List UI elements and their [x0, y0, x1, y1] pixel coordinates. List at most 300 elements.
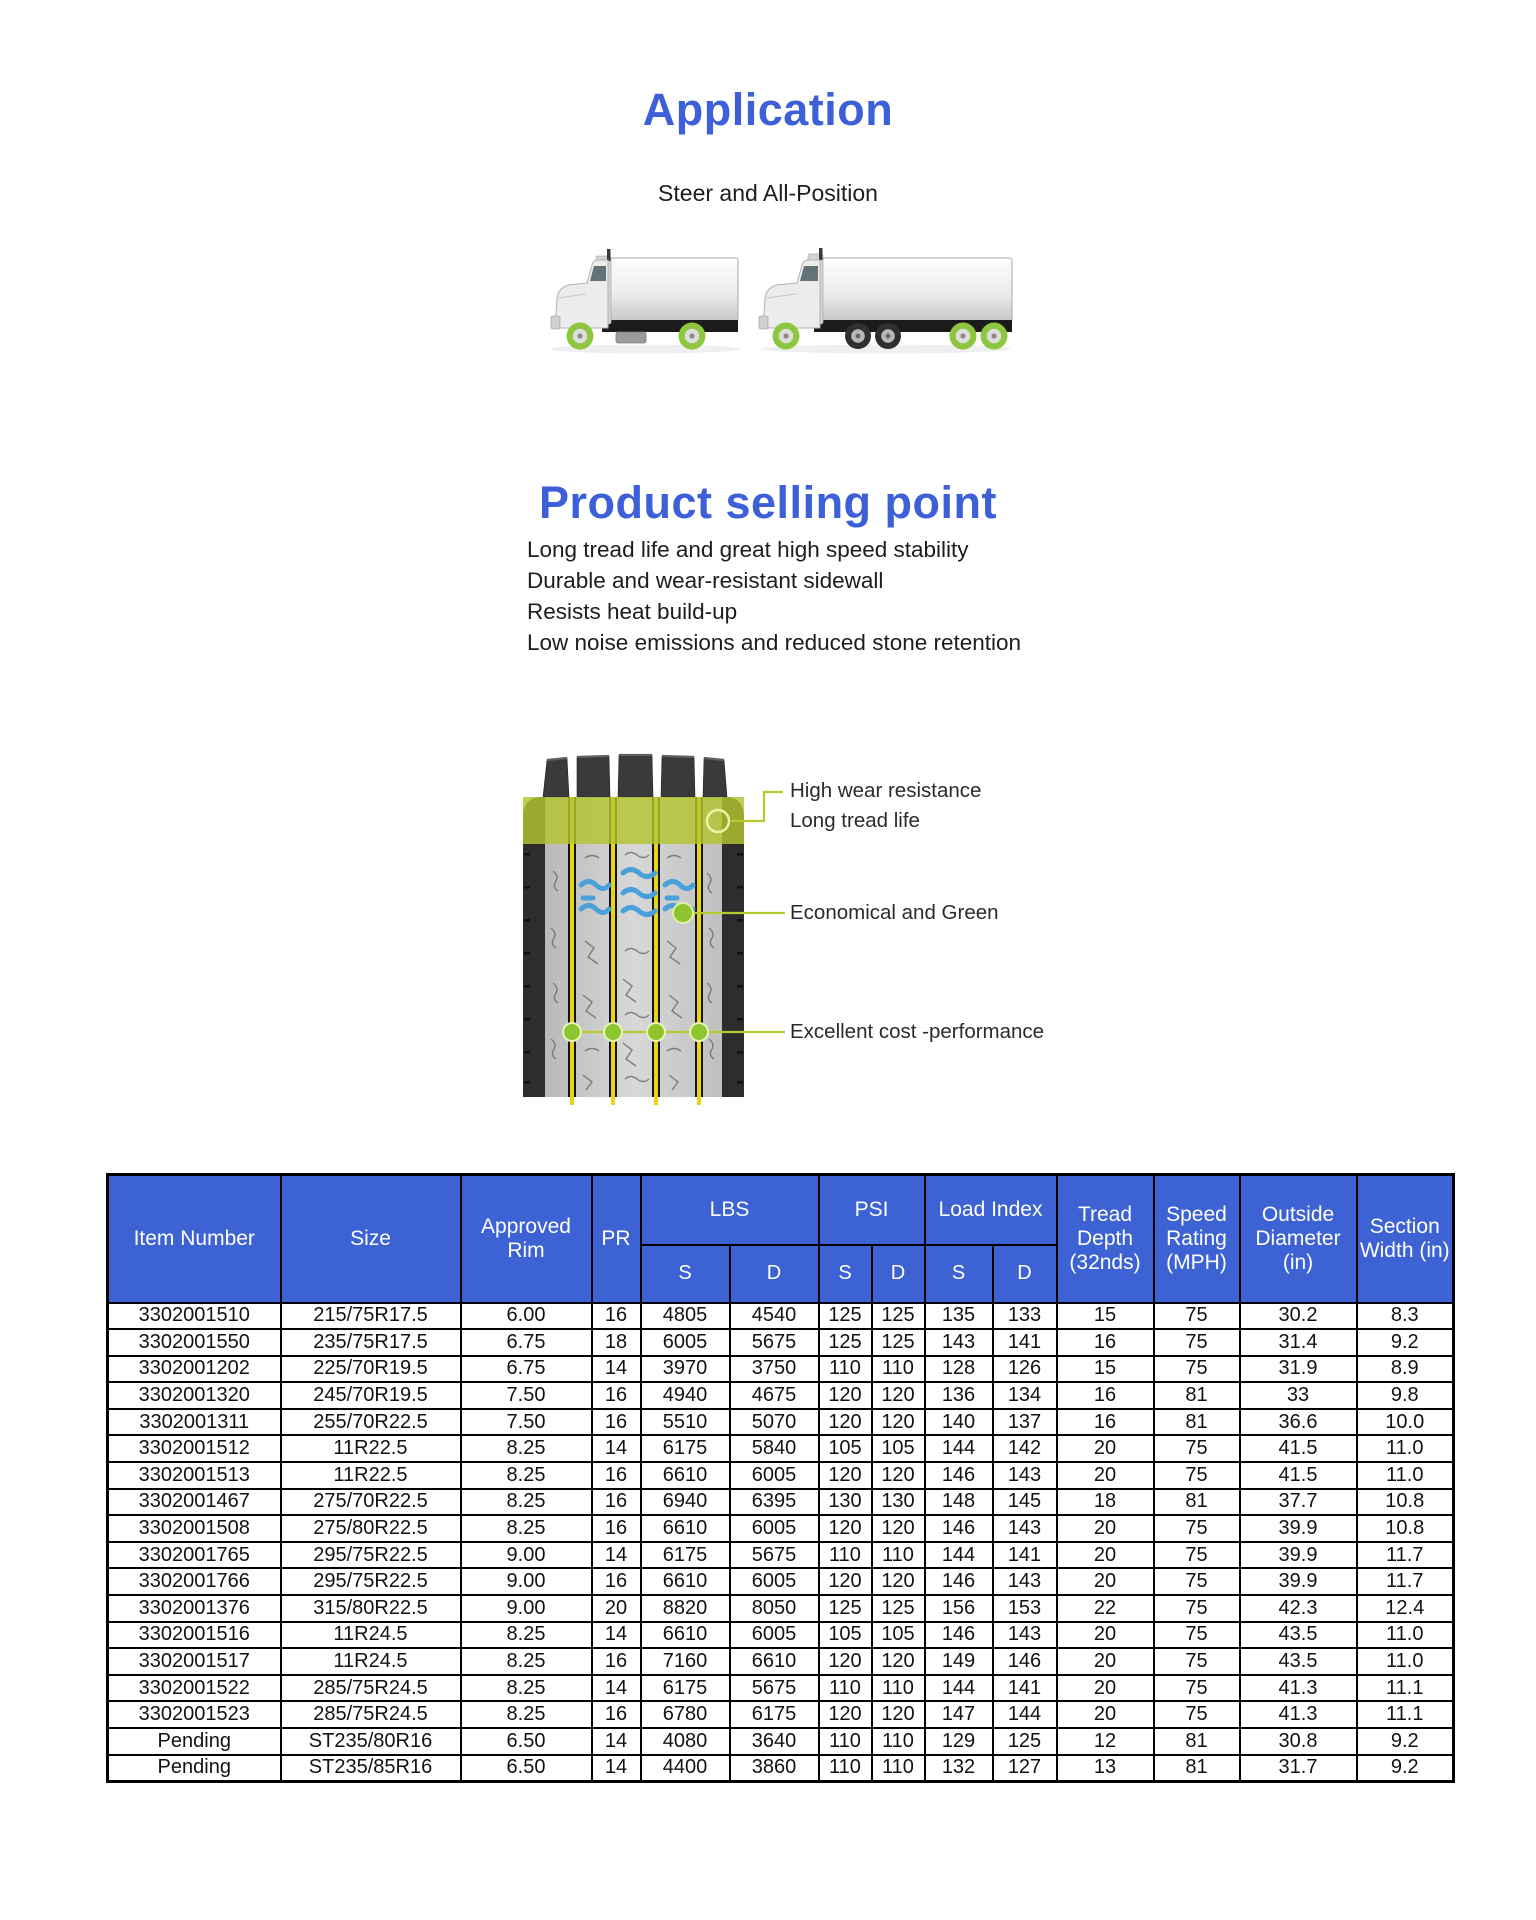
table-cell: 4805: [641, 1303, 730, 1330]
table-cell: 6005: [730, 1568, 819, 1595]
table-row: [108, 1728, 1454, 1755]
table-cell: 125: [993, 1728, 1057, 1755]
table-cell: 7.50: [461, 1382, 592, 1409]
table-cell: 14: [592, 1542, 641, 1569]
spec-table-header: [108, 1175, 1454, 1303]
col-lbs-s: S: [641, 1245, 730, 1303]
table-cell: 16: [1057, 1382, 1154, 1409]
callout-economical: Economical and Green: [790, 901, 999, 924]
table-cell: 143: [993, 1622, 1057, 1649]
table-cell: 120: [819, 1409, 872, 1436]
table-cell: 3302001766: [108, 1568, 281, 1595]
table-cell: 11R22.5: [281, 1435, 461, 1462]
table-cell: 11.0: [1357, 1435, 1454, 1462]
truck-icon: [540, 248, 1020, 358]
table-cell: 6780: [641, 1701, 730, 1728]
table-cell: 12: [1057, 1728, 1154, 1755]
table-cell: 125: [819, 1595, 872, 1622]
table-cell: 14: [592, 1622, 641, 1649]
table-cell: 6175: [641, 1675, 730, 1702]
table-cell: 31.7: [1240, 1755, 1357, 1782]
table-row: [108, 1489, 1454, 1516]
table-cell: 7.50: [461, 1409, 592, 1436]
table-cell: 285/75R24.5: [281, 1701, 461, 1728]
table-cell: 81: [1154, 1409, 1240, 1436]
trucks-illustration: [540, 248, 1020, 358]
col-group-psi: PSI: [819, 1175, 925, 1245]
table-cell: Pending: [108, 1755, 281, 1782]
table-cell: 4675: [730, 1382, 819, 1409]
table-cell: 8.25: [461, 1489, 592, 1516]
table-cell: 125: [819, 1329, 872, 1356]
col-outside-diameter: Outside Diameter (in): [1240, 1175, 1357, 1303]
table-cell: 11.0: [1357, 1622, 1454, 1649]
table-cell: 75: [1154, 1329, 1240, 1356]
table-cell: 41.3: [1240, 1701, 1357, 1728]
table-cell: 14: [592, 1356, 641, 1383]
table-cell: 6395: [730, 1489, 819, 1516]
table-cell: 120: [819, 1701, 872, 1728]
table-cell: 6610: [641, 1622, 730, 1649]
table-row: [108, 1595, 1454, 1622]
table-cell: 11.7: [1357, 1568, 1454, 1595]
table-cell: 16: [592, 1382, 641, 1409]
table-cell: 125: [872, 1303, 925, 1330]
table-cell: 43.5: [1240, 1622, 1357, 1649]
table-cell: 120: [872, 1382, 925, 1409]
table-cell: 137: [993, 1409, 1057, 1436]
table-cell: 4400: [641, 1755, 730, 1782]
dark-wheel-icon: [845, 323, 871, 349]
table-cell: 5675: [730, 1675, 819, 1702]
table-cell: 4540: [730, 1303, 819, 1330]
table-cell: 120: [872, 1515, 925, 1542]
table-cell: 20: [592, 1595, 641, 1622]
table-cell: 3860: [730, 1755, 819, 1782]
table-cell: 140: [925, 1409, 993, 1436]
table-cell: 110: [872, 1675, 925, 1702]
table-cell: 3970: [641, 1356, 730, 1383]
dark-wheel-icon: [875, 323, 901, 349]
table-cell: 143: [993, 1515, 1057, 1542]
table-cell: 120: [872, 1462, 925, 1489]
table-cell: 3302001516: [108, 1622, 281, 1649]
table-cell: 11R24.5: [281, 1648, 461, 1675]
table-cell: 75: [1154, 1303, 1240, 1330]
table-cell: 39.9: [1240, 1568, 1357, 1595]
table-cell: 39.9: [1240, 1542, 1357, 1569]
table-cell: 125: [819, 1303, 872, 1330]
table-cell: 110: [872, 1728, 925, 1755]
table-cell: 8.9: [1357, 1356, 1454, 1383]
table-cell: 11.7: [1357, 1542, 1454, 1569]
table-cell: 75: [1154, 1595, 1240, 1622]
table-cell: 144: [925, 1542, 993, 1569]
table-cell: 132: [925, 1755, 993, 1782]
table-cell: 110: [872, 1356, 925, 1383]
table-cell: 105: [819, 1622, 872, 1649]
table-cell: 16: [592, 1648, 641, 1675]
table-cell: 3302001510: [108, 1303, 281, 1330]
table-cell: 75: [1154, 1701, 1240, 1728]
table-cell: 147: [925, 1701, 993, 1728]
table-cell: 146: [993, 1648, 1057, 1675]
table-cell: 275/80R22.5: [281, 1515, 461, 1542]
table-row: [108, 1435, 1454, 1462]
table-cell: 9.00: [461, 1542, 592, 1569]
table-cell: 275/70R22.5: [281, 1489, 461, 1516]
col-approved-rim: Approved Rim: [461, 1175, 592, 1303]
table-cell: 10.8: [1357, 1515, 1454, 1542]
table-cell: 6.75: [461, 1329, 592, 1356]
table-cell: 255/70R22.5: [281, 1409, 461, 1436]
table-cell: 143: [925, 1329, 993, 1356]
table-cell: 120: [872, 1648, 925, 1675]
table-cell: 20: [1057, 1622, 1154, 1649]
table-cell: 75: [1154, 1622, 1240, 1649]
table-cell: 20: [1057, 1515, 1154, 1542]
table-cell: 130: [872, 1489, 925, 1516]
table-cell: 143: [993, 1462, 1057, 1489]
table-cell: 143: [993, 1568, 1057, 1595]
col-pr: PR: [592, 1175, 641, 1303]
table-cell: 39.9: [1240, 1515, 1357, 1542]
table-cell: 14: [592, 1435, 641, 1462]
table-cell: 8.25: [461, 1435, 592, 1462]
table-cell: 3302001512: [108, 1435, 281, 1462]
table-cell: 136: [925, 1382, 993, 1409]
table-cell: 120: [819, 1382, 872, 1409]
col-size: Size: [281, 1175, 461, 1303]
table-cell: 3302001765: [108, 1542, 281, 1569]
table-cell: 18: [1057, 1489, 1154, 1516]
table-cell: 8.3: [1357, 1303, 1454, 1330]
col-psi-s: S: [819, 1245, 872, 1303]
table-cell: 146: [925, 1515, 993, 1542]
table-cell: 146: [925, 1568, 993, 1595]
table-cell: 43.5: [1240, 1648, 1357, 1675]
callout-wear-resistance: High wear resistance: [790, 779, 982, 802]
table-cell: 110: [819, 1755, 872, 1782]
table-cell: 6175: [641, 1542, 730, 1569]
table-cell: 110: [819, 1728, 872, 1755]
table-cell: 16: [592, 1303, 641, 1330]
table-row: [108, 1622, 1454, 1649]
table-cell: 141: [993, 1542, 1057, 1569]
table-cell: 16: [592, 1462, 641, 1489]
tire-tread-diagram: [500, 748, 1060, 1114]
table-cell: 20: [1057, 1675, 1154, 1702]
table-cell: 215/75R17.5: [281, 1303, 461, 1330]
table-row: [108, 1568, 1454, 1595]
table-cell: 153: [993, 1595, 1057, 1622]
table-cell: 20: [1057, 1568, 1154, 1595]
table-cell: 127: [993, 1755, 1057, 1782]
table-cell: 295/75R22.5: [281, 1568, 461, 1595]
table-cell: 135: [925, 1303, 993, 1330]
table-cell: 3640: [730, 1728, 819, 1755]
table-cell: 6005: [641, 1329, 730, 1356]
table-cell: ST235/80R16: [281, 1728, 461, 1755]
table-cell: 36.6: [1240, 1409, 1357, 1436]
table-row: [108, 1675, 1454, 1702]
table-row: [108, 1648, 1454, 1675]
table-cell: 129: [925, 1728, 993, 1755]
table-cell: 16: [592, 1701, 641, 1728]
table-cell: 33: [1240, 1382, 1357, 1409]
selling-point-item: Low noise emissions and reduced stone retention: [527, 630, 1022, 655]
table-cell: 8.25: [461, 1622, 592, 1649]
table-cell: 41.3: [1240, 1675, 1357, 1702]
table-cell: 13: [1057, 1755, 1154, 1782]
application-title: Application: [642, 84, 894, 136]
table-cell: 18: [592, 1329, 641, 1356]
table-cell: 15: [1057, 1356, 1154, 1383]
col-speed-rating: Speed Rating (MPH): [1154, 1175, 1240, 1303]
table-cell: 245/70R19.5: [281, 1382, 461, 1409]
table-cell: 6.50: [461, 1728, 592, 1755]
table-cell: 5510: [641, 1409, 730, 1436]
spec-table-body: [108, 1303, 1454, 1782]
table-cell: 145: [993, 1489, 1057, 1516]
table-cell: 110: [872, 1755, 925, 1782]
green-wheel-icon: [981, 323, 1008, 350]
table-cell: 11.0: [1357, 1462, 1454, 1489]
table-cell: 14: [592, 1675, 641, 1702]
table-cell: 81: [1154, 1755, 1240, 1782]
semi-truck-icon: [759, 248, 1012, 354]
table-cell: 16: [592, 1489, 641, 1516]
green-wheel-icon: [567, 323, 594, 350]
table-cell: 225/70R19.5: [281, 1356, 461, 1383]
table-cell: 3302001523: [108, 1701, 281, 1728]
table-cell: 130: [819, 1489, 872, 1516]
table-cell: 3302001202: [108, 1356, 281, 1383]
table-cell: 148: [925, 1489, 993, 1516]
table-cell: 8.25: [461, 1462, 592, 1489]
table-cell: 149: [925, 1648, 993, 1675]
table-cell: 6940: [641, 1489, 730, 1516]
table-cell: 144: [925, 1435, 993, 1462]
table-cell: 16: [1057, 1329, 1154, 1356]
table-cell: 11.1: [1357, 1701, 1454, 1728]
table-cell: 120: [819, 1648, 872, 1675]
green-wheel-icon: [773, 323, 800, 350]
table-cell: 20: [1057, 1435, 1154, 1462]
table-cell: 144: [993, 1701, 1057, 1728]
table-cell: 141: [993, 1329, 1057, 1356]
table-cell: 81: [1154, 1489, 1240, 1516]
table-cell: 6005: [730, 1515, 819, 1542]
table-cell: 30.2: [1240, 1303, 1357, 1330]
table-cell: 141: [993, 1675, 1057, 1702]
table-cell: 9.2: [1357, 1728, 1454, 1755]
table-cell: 285/75R24.5: [281, 1675, 461, 1702]
table-cell: 120: [819, 1515, 872, 1542]
table-cell: 75: [1154, 1356, 1240, 1383]
table-row: [108, 1329, 1454, 1356]
table-cell: 16: [1057, 1409, 1154, 1436]
table-cell: 10.8: [1357, 1489, 1454, 1516]
table-cell: 9.00: [461, 1595, 592, 1622]
table-cell: 75: [1154, 1462, 1240, 1489]
table-cell: 110: [872, 1542, 925, 1569]
col-section-width: Section Width (in): [1357, 1175, 1454, 1303]
green-wheel-icon: [950, 323, 977, 350]
col-lbs-d: D: [730, 1245, 819, 1303]
table-cell: 31.9: [1240, 1356, 1357, 1383]
table-row: [108, 1303, 1454, 1330]
table-cell: 6.50: [461, 1755, 592, 1782]
table-cell: 128: [925, 1356, 993, 1383]
table-cell: 3302001311: [108, 1409, 281, 1436]
table-row: [108, 1701, 1454, 1728]
table-cell: 75: [1154, 1435, 1240, 1462]
table-cell: 3302001376: [108, 1595, 281, 1622]
table-cell: 142: [993, 1435, 1057, 1462]
table-row: [108, 1515, 1454, 1542]
table-cell: 81: [1154, 1728, 1240, 1755]
table-cell: 20: [1057, 1542, 1154, 1569]
col-psi-d: D: [872, 1245, 925, 1303]
table-cell: 105: [872, 1622, 925, 1649]
table-cell: 11.0: [1357, 1648, 1454, 1675]
table-cell: 9.00: [461, 1568, 592, 1595]
table-cell: 37.7: [1240, 1489, 1357, 1516]
table-cell: 295/75R22.5: [281, 1542, 461, 1569]
green-wheel-icon: [679, 323, 706, 350]
table-cell: 126: [993, 1356, 1057, 1383]
col-group-lbs: LBS: [641, 1175, 819, 1245]
table-cell: 6175: [641, 1435, 730, 1462]
col-load-s: S: [925, 1245, 993, 1303]
table-cell: 16: [592, 1409, 641, 1436]
table-cell: 6610: [730, 1648, 819, 1675]
col-group-load-index: Load Index: [925, 1175, 1057, 1245]
table-cell: 3750: [730, 1356, 819, 1383]
table-cell: 14: [592, 1728, 641, 1755]
table-cell: 3302001513: [108, 1462, 281, 1489]
table-cell: 10.0: [1357, 1409, 1454, 1436]
table-cell: 11R22.5: [281, 1462, 461, 1489]
table-cell: 125: [872, 1595, 925, 1622]
table-cell: 12.4: [1357, 1595, 1454, 1622]
table-cell: 8.25: [461, 1675, 592, 1702]
table-cell: 75: [1154, 1648, 1240, 1675]
table-row: [108, 1409, 1454, 1436]
table-cell: 5070: [730, 1409, 819, 1436]
table-cell: 3302001522: [108, 1675, 281, 1702]
selling-point-list: [527, 534, 1021, 658]
table-cell: 20: [1057, 1462, 1154, 1489]
table-cell: 6610: [641, 1515, 730, 1542]
table-cell: 134: [993, 1382, 1057, 1409]
table-cell: 3302001320: [108, 1382, 281, 1409]
table-row: [108, 1462, 1454, 1489]
box-truck-icon: [550, 249, 740, 354]
table-cell: 235/75R17.5: [281, 1329, 461, 1356]
table-cell: 20: [1057, 1701, 1154, 1728]
table-cell: 133: [993, 1303, 1057, 1330]
table-cell: 110: [819, 1542, 872, 1569]
table-cell: 9.2: [1357, 1329, 1454, 1356]
table-cell: 8.25: [461, 1701, 592, 1728]
table-cell: 6175: [730, 1701, 819, 1728]
selling-point-title: Product selling point: [539, 477, 997, 529]
table-cell: 11.1: [1357, 1675, 1454, 1702]
table-row: [108, 1382, 1454, 1409]
table-cell: 31.4: [1240, 1329, 1357, 1356]
table-cell: 20: [1057, 1648, 1154, 1675]
table-cell: 16: [592, 1568, 641, 1595]
table-cell: 146: [925, 1462, 993, 1489]
callout-tread-life: Long tread life: [790, 809, 920, 832]
selling-point-item: Resists heat build-up: [527, 599, 738, 624]
callout-cost-performance: Excellent cost -performance: [790, 1020, 1045, 1043]
table-cell: 15: [1057, 1303, 1154, 1330]
table-cell: 120: [872, 1701, 925, 1728]
table-cell: ST235/85R16: [281, 1755, 461, 1782]
table-cell: 5675: [730, 1329, 819, 1356]
table-cell: 105: [872, 1435, 925, 1462]
table-cell: 75: [1154, 1675, 1240, 1702]
table-cell: 6610: [641, 1462, 730, 1489]
table-cell: 5840: [730, 1435, 819, 1462]
table-cell: 156: [925, 1595, 993, 1622]
table-cell: 22: [1057, 1595, 1154, 1622]
table-cell: 120: [819, 1568, 872, 1595]
table-cell: 6.00: [461, 1303, 592, 1330]
table-cell: 6610: [641, 1568, 730, 1595]
table-cell: 120: [819, 1462, 872, 1489]
table-cell: 41.5: [1240, 1435, 1357, 1462]
table-cell: 110: [819, 1356, 872, 1383]
table-cell: 3302001508: [108, 1515, 281, 1542]
table-cell: 6.75: [461, 1356, 592, 1383]
table-cell: 41.5: [1240, 1462, 1357, 1489]
table-cell: 6005: [730, 1622, 819, 1649]
table-cell: 105: [819, 1435, 872, 1462]
table-row: [108, 1542, 1454, 1569]
table-cell: 5675: [730, 1542, 819, 1569]
spec-table: [106, 1173, 1455, 1783]
table-cell: 8820: [641, 1595, 730, 1622]
table-cell: 315/80R22.5: [281, 1595, 461, 1622]
table-cell: 8.25: [461, 1648, 592, 1675]
table-cell: 3302001550: [108, 1329, 281, 1356]
table-cell: 81: [1154, 1382, 1240, 1409]
table-cell: 3302001517: [108, 1648, 281, 1675]
selling-point-item: Durable and wear-resistant sidewall: [527, 568, 884, 593]
table-cell: 9.2: [1357, 1755, 1454, 1782]
table-cell: 7160: [641, 1648, 730, 1675]
table-cell: 16: [592, 1515, 641, 1542]
table-cell: 4080: [641, 1728, 730, 1755]
selling-point-item: Long tread life and great high speed stability: [527, 537, 969, 562]
table-cell: 110: [819, 1675, 872, 1702]
application-subtitle: Steer and All-Position: [658, 180, 878, 206]
economical-callout-dot: [673, 903, 693, 923]
table-cell: 30.8: [1240, 1728, 1357, 1755]
table-cell: 125: [872, 1329, 925, 1356]
col-tread-depth: Tread Depth (32nds): [1057, 1175, 1154, 1303]
table-cell: 8050: [730, 1595, 819, 1622]
table-cell: 146: [925, 1622, 993, 1649]
table-cell: 75: [1154, 1568, 1240, 1595]
table-cell: 120: [872, 1568, 925, 1595]
table-cell: 3302001467: [108, 1489, 281, 1516]
table-cell: 11R24.5: [281, 1622, 461, 1649]
